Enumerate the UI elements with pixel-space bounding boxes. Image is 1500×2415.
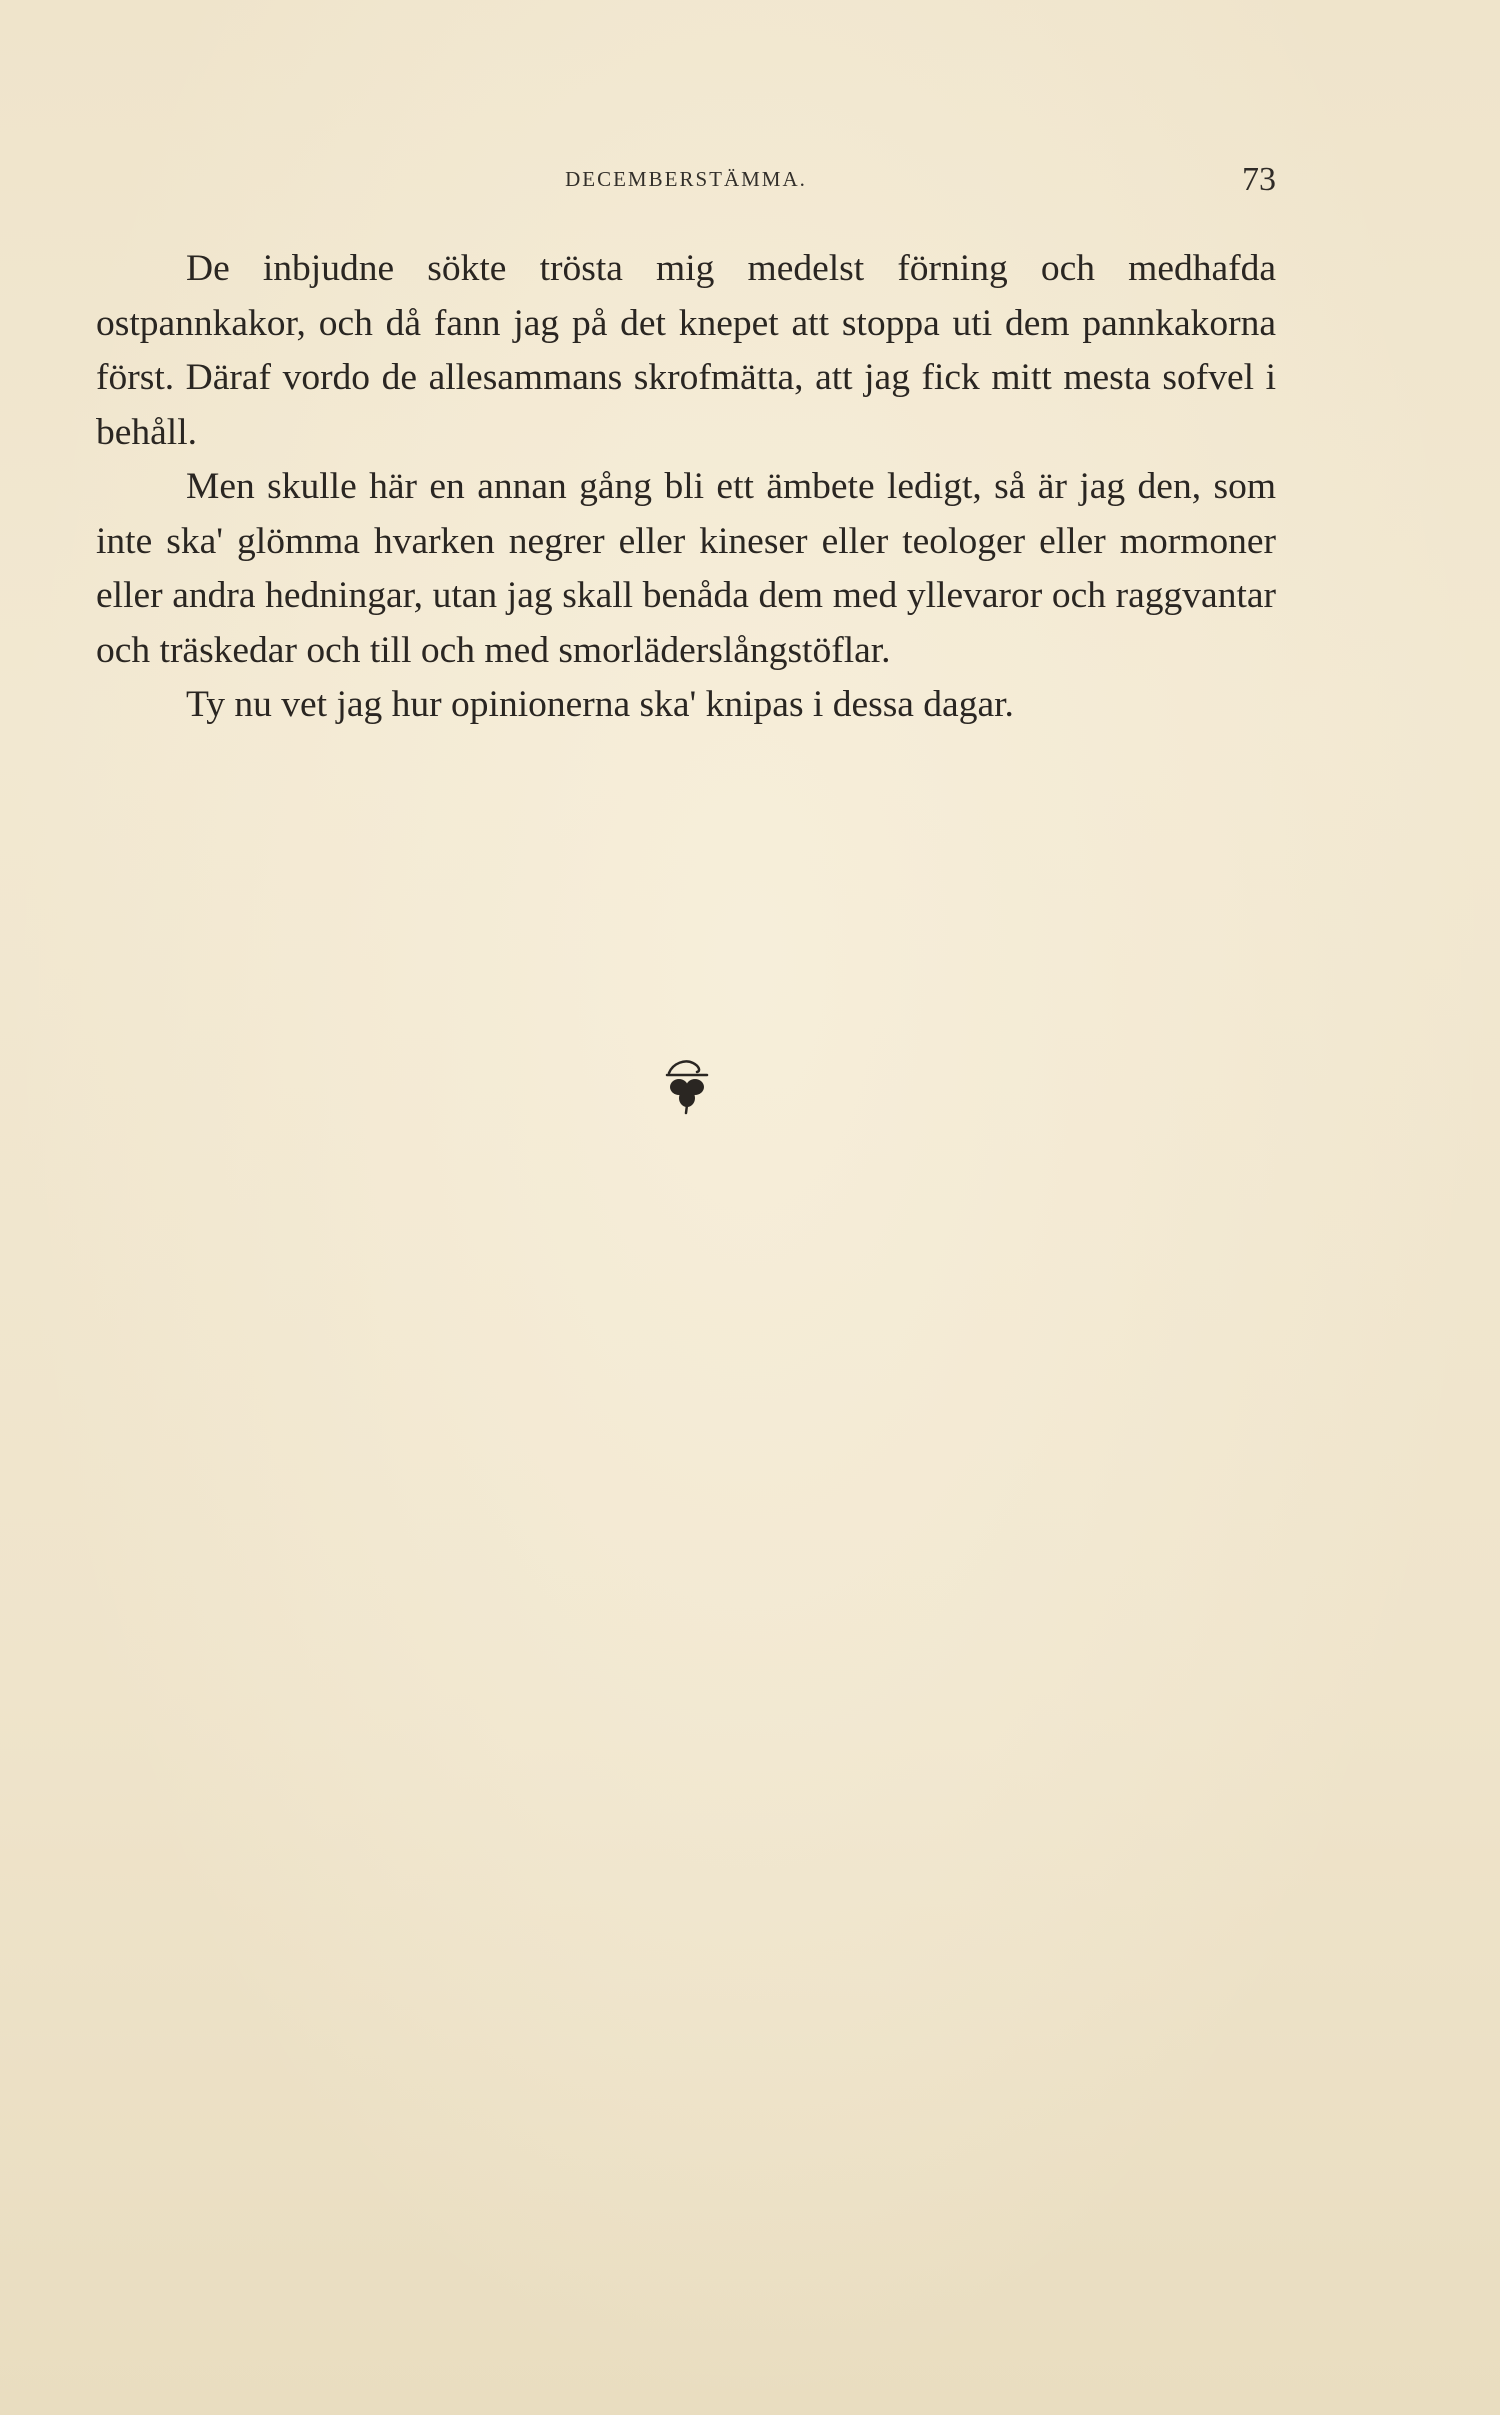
body-text — [96, 242, 1276, 733]
fleuron-icon — [663, 1057, 711, 1115]
paragraph: Ty nu vet jag hur opinionerna ska' knipas i dessa dagar. — [186, 684, 1014, 725]
paragraph: Men skulle här en annan gång bli ett ämbete ledigt, så är jag den, som inte ska' glömma hvarken negrer eller kineser eller teologer eller mormoner eller andra hedningar, utan jag skall benåda dem med yllevaror och raggvantar och träskedar och till och med smorläderslångstöflar. — [96, 466, 1276, 671]
page-number: 73 — [1242, 161, 1276, 198]
paragraph: De inbjudne sökte trösta mig medelst förning och medhafda ostpannkakor, och då fann jag på det knepet att stoppa uti dem pannkakorna först. Däraf vordo de allesammans skrofmätta, att jag fick mitt mesta sofvel i behåll. — [96, 248, 1276, 453]
running-title: DECEMBERSTÄMMA. — [565, 167, 807, 191]
running-head — [96, 163, 1276, 203]
